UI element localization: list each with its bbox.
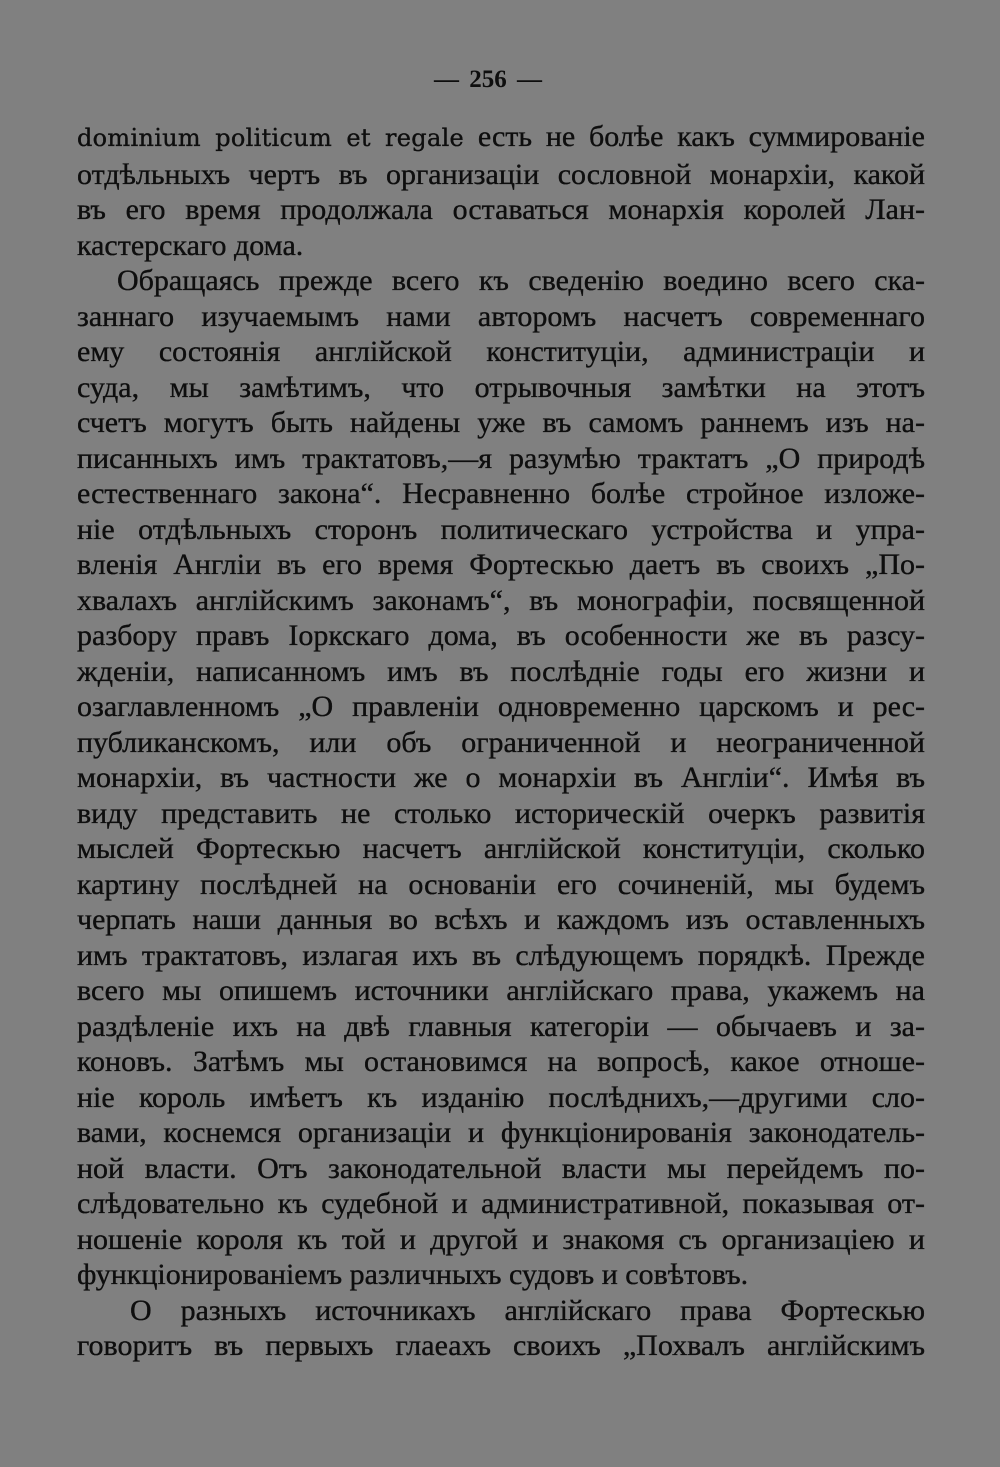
text-line: писанныхъ имъ трактатовъ,—я разумѣю трактатъ „О природѣ (77, 441, 925, 475)
text-line: виду представить не столько историческій очеркъ развитія (77, 796, 925, 830)
text-line: жденіи, написанномъ имъ въ послѣдніе годы его жизни и (77, 654, 925, 688)
text-line: слѣдовательно къ судебной и административной, показывая от- (77, 1187, 925, 1220)
text-line: черпать наши данныя во всѣхъ и каждомъ изъ оставленныхъ (77, 903, 925, 936)
text-line: ной власти. Отъ законодательной власти мы перейдемъ по- (77, 1151, 925, 1185)
text-line: монархіи, въ частности же о монархіи въ Англіи“. Имѣя въ (77, 761, 925, 794)
text-line: естественнаго закона“. Несравненно болѣе стройное изложе- (77, 477, 925, 510)
text-line: озаглавленномъ „О правленіи одновременно царскомъ и рес- (77, 690, 925, 723)
text-line: вленія Англіи въ его время Фортескью даетъ въ своихъ „По- (77, 548, 925, 581)
text-line: хвалахъ англійскимъ законамъ“, въ монографіи, посвященной (77, 583, 925, 617)
text-line: ему состоянія англійской конституціи, администраціи и (77, 335, 925, 368)
text-line: публиканскомъ, или объ ограниченной и неограниченной (77, 725, 925, 759)
text-line: суда, мы замѣтимъ, что отрывочныя замѣтки на этотъ (77, 370, 925, 404)
text-line: ніе отдѣльныхъ сторонъ политическаго устройства и упра- (77, 512, 925, 546)
text-line: разбору правъ Іоркскаго дома, въ особенности же въ разсу- (77, 619, 925, 652)
text-line: мыслей Фортескью насчетъ англійской конституціи, сколько (77, 832, 925, 865)
text-line: всего мы опишемъ источники англійскаго права, укажемъ на (77, 974, 925, 1007)
text-line: ношеніе короля къ той и другой и знакомя съ организаціею и (77, 1222, 925, 1256)
text-line: имъ трактатовъ, излагая ихъ въ слѣдующемъ порядкѣ. Прежде (77, 938, 925, 972)
text-line: О разныхъ источникахъ англійскаго права Фортескью (130, 1293, 925, 1327)
page-number: — 256 — (434, 66, 542, 93)
paragraph-3 (77, 1293, 925, 1364)
text-line: говоритъ въ первыхъ глаеахъ своихъ „Похвалъ англійскимъ (77, 1329, 925, 1362)
text-line (77, 119, 925, 157)
text-line: раздѣленіе ихъ на двѣ главныя категоріи — обычаевъ и за- (77, 1009, 925, 1043)
paragraph-1 (77, 119, 925, 263)
latin-phrase: dominium politicum et regale (77, 124, 465, 152)
text-line: функціонированіемъ различныхъ судовъ и совѣтовъ. (77, 1258, 749, 1291)
text-line: коновъ. Затѣмъ мы остановимся на вопросѣ, какое отноше- (77, 1045, 925, 1078)
text-line: вами, коснемся организаціи и функціонированія законодатель- (77, 1116, 925, 1149)
text-line: отдѣльныхъ чертъ въ организаціи сословной монархіи, какой (77, 157, 925, 191)
text-line: заннаго изучаемымъ нами авторомъ насчетъ современнаго (77, 299, 925, 333)
text-line: кастерскаго дома. (77, 228, 304, 262)
text-line: ніе король имѣетъ къ изданію послѣднихъ,—другими сло- (77, 1080, 925, 1114)
text-line: Обращаясь прежде всего къ сведенію воедино всего ска- (117, 264, 925, 297)
text-line: счетъ могутъ быть найдены уже въ самомъ раннемъ изъ на- (77, 406, 925, 439)
text-line: картину послѣдней на основаніи его сочиненій, мы будемъ (77, 867, 925, 901)
paragraph-2 (77, 263, 925, 1293)
text-line-rest: есть не болѣе какъ суммированіе (477, 120, 925, 153)
text-line: въ его время продолжала оставаться монархія королей Лан- (77, 193, 925, 226)
body-text (77, 119, 925, 1364)
